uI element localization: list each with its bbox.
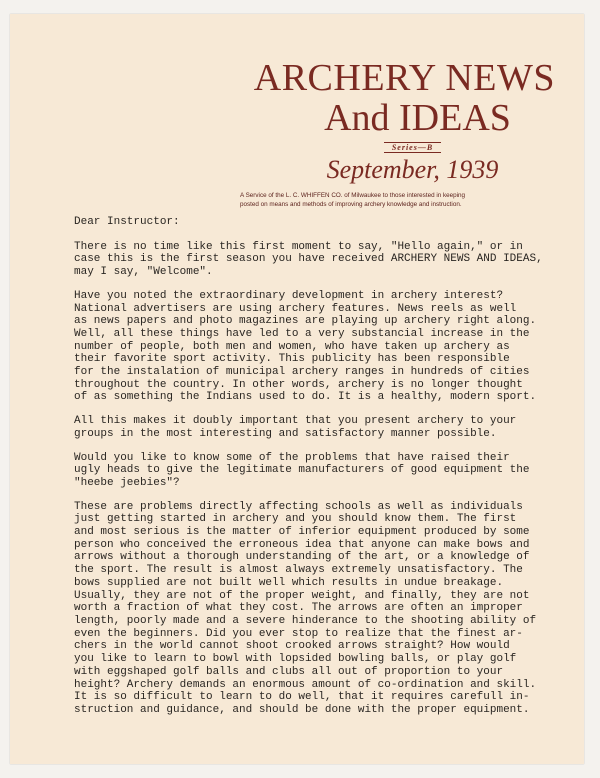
text-line: length, poorly made and a severe hinderance to the shooting ability of: [74, 614, 537, 627]
text-line: Have you noted the extraordinary development in archery interest?: [74, 289, 504, 302]
text-line: case this is the first season you have received ARCHERY NEWS AND IDEAS,: [74, 253, 543, 266]
masthead: [230, 58, 555, 209]
tagline-line2: posted on means and methods of improving archery knowledge and instruction.: [240, 201, 462, 208]
text-line: There is no time like this first moment to say, "Hello again," or in: [74, 240, 523, 253]
text-line: These are problems directly affecting schools as well as individuals: [74, 500, 523, 513]
text-line: chers in the world cannot shoot crooked arrows straight? How would: [74, 640, 510, 653]
salutation: Dear Instructor:: [74, 216, 180, 228]
text-line: for the instalation of municipal archery ranges in hundreds of cities: [74, 366, 530, 379]
text-line: height? Archery demands an enormous amount of co-ordination and skill.: [74, 678, 537, 691]
text-line: Usually, they are not of the proper weight, and finally, they are not: [74, 589, 530, 602]
text-line: person who conceived the erroneous idea that anyone can make bows and: [74, 538, 530, 551]
text-line: throughout the country. In other words, archery is no longer thought: [74, 378, 523, 391]
text-line: It is so difficult to learn to do well, that it requires carefull in-: [74, 691, 530, 704]
text-line: ugly heads to give the legitimate manufacturers of good equipment the: [74, 464, 530, 477]
text-line: "heebe jeebies"?: [74, 476, 180, 489]
text-line: their favorite sport activity. This publicity has been responsible: [74, 353, 510, 366]
text-line: as news papers and photo magazines are playing up archery right along.: [74, 315, 537, 328]
paragraph-2: [74, 290, 564, 404]
masthead-title-line1: ARCHERY NEWS: [253, 57, 555, 99]
tagline-line1: A Service of the L. C. WHIFFEN CO. of Milwaukee to those interested in keeping: [240, 192, 466, 199]
text-line: Would you like to know some of the problems that have raised their: [74, 451, 510, 464]
text-line: struction and guidance, and should be done with the proper equipment.: [74, 703, 530, 716]
text-line: All this makes it doubly important that you present archery to your: [74, 415, 517, 428]
series-label: [270, 142, 555, 153]
text-line: worth a fraction of what they cost. The arrows are often an improper: [74, 602, 523, 615]
series-text: Series—B: [384, 142, 441, 153]
text-line: groups in the most interesting and satisfactory manner possible.: [74, 427, 497, 440]
letter-sheet: [10, 14, 584, 764]
publisher-tagline: [240, 191, 555, 209]
paragraph-1: [74, 241, 564, 279]
text-line: just getting started in archery and you should know them. The first: [74, 513, 517, 526]
text-line: Well, all these things have led to a very substancial increase in the: [74, 327, 530, 340]
text-line: and most serious is the matter of inferior equipment produced by some: [74, 526, 530, 539]
text-line: arrows without a thorough understanding of the art, or a knowledge of: [74, 551, 530, 564]
text-line: you like to learn to bowl with lopsided bowling balls, or play golf: [74, 653, 517, 666]
masthead-title-line2: And IDEAS: [324, 97, 511, 139]
text-line: may I say, "Welcome".: [74, 266, 213, 279]
paragraph-5: [74, 501, 564, 717]
text-line: National advertisers are using archery features. News reels as well: [74, 302, 517, 315]
text-line: of as something the Indians used to do. It is a healthy, modern sport.: [74, 391, 537, 404]
paragraph-3: [74, 415, 564, 440]
text-line: bows supplied are not built well which results in undue breakage.: [74, 576, 504, 589]
text-line: even the beginners. Did you ever stop to realize that the finest ar-: [74, 627, 523, 640]
paragraph-4: [74, 452, 564, 490]
text-line: number of people, both men and women, who have taken up archery as: [74, 340, 510, 353]
letter-body: [74, 216, 564, 728]
issue-date: September, 1939: [326, 155, 499, 184]
text-line: with eggshaped golf balls and clubs all out of proportion to your: [74, 665, 504, 678]
text-line: the sport. The result is almost always extremely unsatisfactory. The: [74, 564, 523, 577]
